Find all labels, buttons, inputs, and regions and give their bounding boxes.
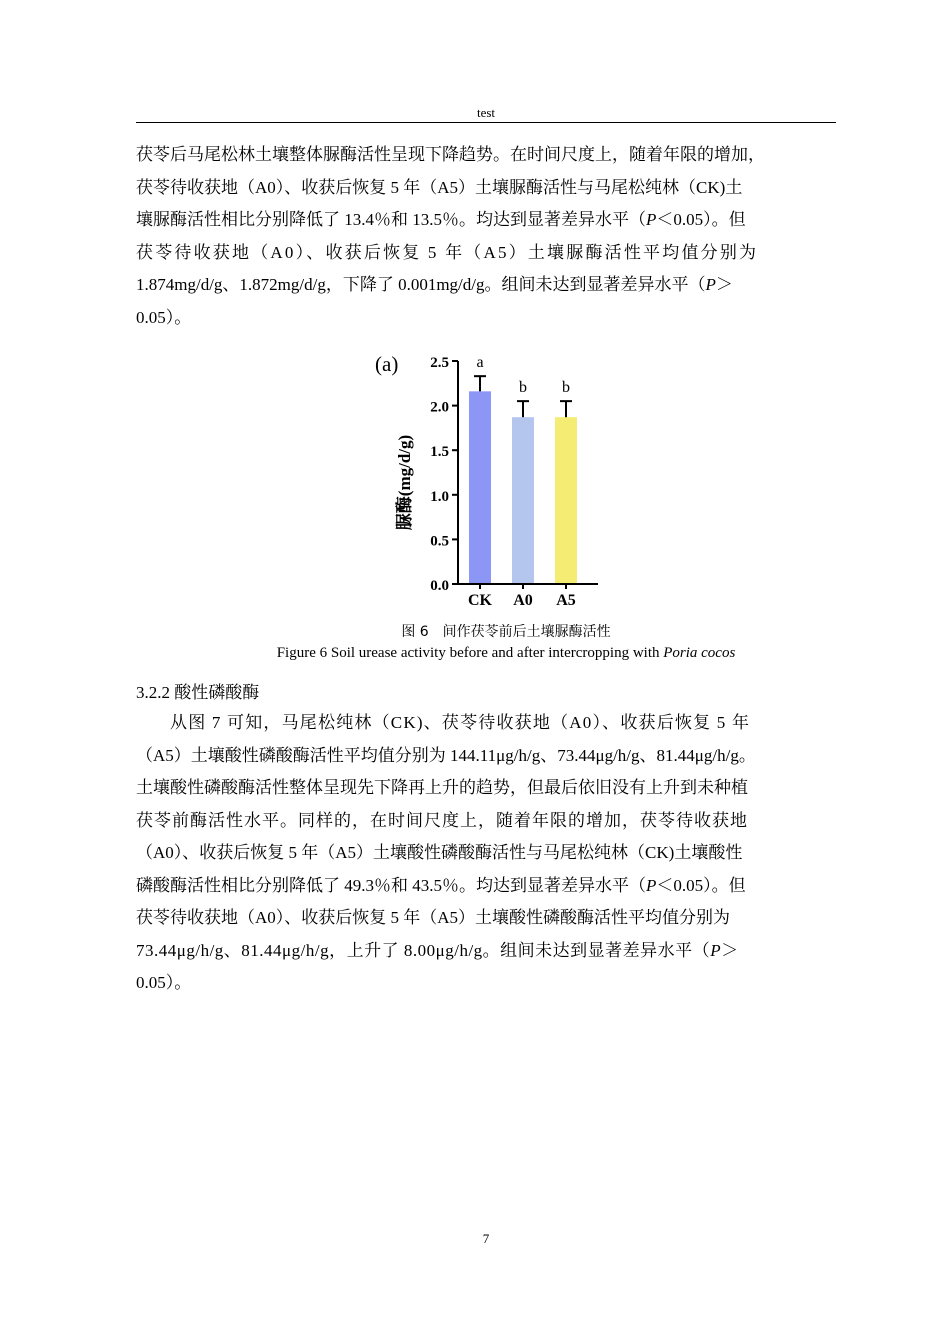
text-line: 壤脲酶活性相比分别降低了 13.4％和 13.5％。均达到显著差异水平（P＜0.05）。但 <box>136 210 746 229</box>
y-axis-label: 脲酶(mg/d/g) <box>395 434 414 531</box>
x-tick-label: A0 <box>513 592 533 609</box>
text-line: 茯苓待收获地（A0）、收获后恢复 5 年（A5）土壤脲酶活性与马尾松纯林（CK)土 <box>136 177 743 197</box>
text-line: 从图 7 可知，马尾松纯林（CK)、茯苓待收获地（A0）、收获后恢复 5 年 <box>170 713 751 732</box>
x-tick-label: A5 <box>556 592 576 609</box>
text-line: 土壤酸性磷酸酶活性整体呈现先下降再上升的趋势，但最后依旧没有上升到未种植 <box>136 778 748 797</box>
x-tick-label: CK <box>468 592 492 609</box>
y-tick-label: 1.5 <box>430 444 449 461</box>
y-tick-label: 0.0 <box>430 578 449 594</box>
paragraph-acid-phosphatase <box>136 707 836 1000</box>
figure-caption-en: Figure 6 Soil urease activity before and after intercropping with Poria cocos <box>276 645 736 661</box>
bar-ck <box>469 391 491 584</box>
page-number: 7 <box>482 1231 490 1246</box>
bar-a5 <box>555 417 577 584</box>
text-line: 0.05）。 <box>136 973 192 992</box>
text-line: 73.44μg/h/g、81.44μg/h/g，上升了 8.00μg/h/g。组间未达到显著差异水平（P＞ <box>136 940 739 960</box>
section-heading: 3.2.2 酸性磷酸酶 <box>136 683 260 702</box>
text-line: 茯苓后马尾松林土壤整体脲酶活性呈现下降趋势。在时间尺度上，随着年限的增加， <box>136 145 765 164</box>
text-line: 磷酸酶活性相比分别降低了 49.3％和 43.5％。均达到显著差异水平（P＜0.05）。但 <box>136 875 746 895</box>
bar-a0 <box>512 417 534 584</box>
y-tick-label: 1.0 <box>430 488 449 505</box>
running-header: test <box>476 105 496 120</box>
header-rule <box>136 122 836 123</box>
significance-label: b <box>519 379 527 397</box>
y-tick-label: 2.5 <box>430 355 449 371</box>
significance-label: b <box>562 379 570 397</box>
significance-label: a <box>476 354 484 372</box>
y-tick-label: 2.0 <box>430 399 449 416</box>
paragraph-urease <box>136 139 836 334</box>
text-line: 1.874mg/d/g、1.872mg/d/g，下降了 0.001mg/d/g。组间未达到显著差异水平（P＞ <box>136 275 733 294</box>
text-line: （A5）土壤酸性磷酸酶活性平均值分别为 144.11μg/h/g、73.44μg/h/g、81.44μg/h/g。 <box>136 745 756 765</box>
urease-bar-chart <box>370 340 610 615</box>
y-tick-label: 0.5 <box>430 533 449 550</box>
figure-caption-cn: 图 6 间作茯苓前后土壤脲酶活性 <box>401 624 611 640</box>
text-line: 茯苓待收获地（A0）、收获后恢复 5 年（A5）土壤酸性磷酸酶活性平均值分别为 <box>136 908 731 927</box>
panel-label: (a) <box>375 352 399 376</box>
text-line: 0.05）。 <box>136 307 192 327</box>
text-line: 茯苓前酶活性水平。同样的，在时间尺度上，随着年限的增加，茯苓待收获地 <box>136 810 748 830</box>
text-line: 茯苓待收获地（A0）、收获后恢复 5 年（A5）土壤脲酶活性平均值分别为 <box>136 242 759 262</box>
text-line: （A0）、收获后恢复 5 年（A5）土壤酸性磷酸酶活性与马尾松纯林（CK)土壤酸性 <box>136 843 743 862</box>
